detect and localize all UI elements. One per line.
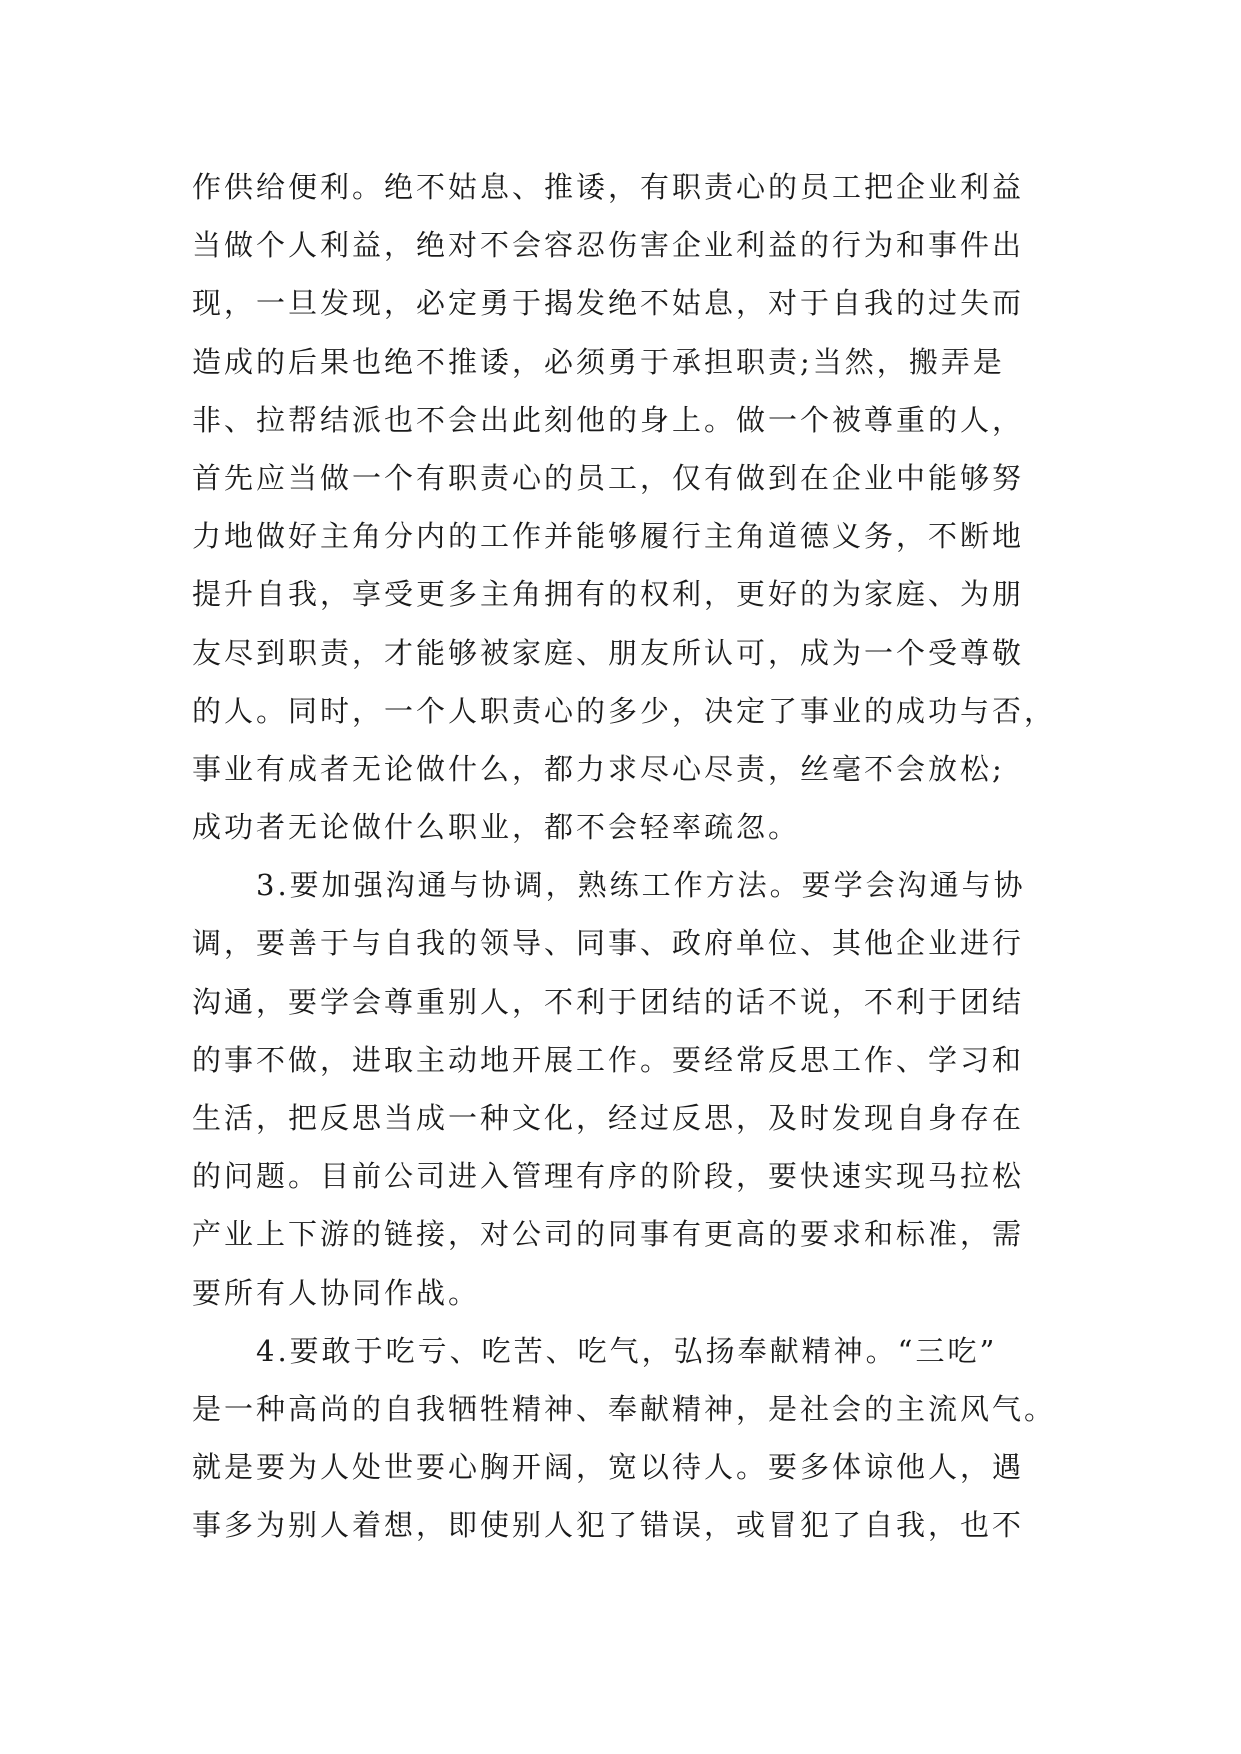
text-line: 造成的后果也绝不推诿，必须勇于承担职责;当然，搬弄是 <box>192 344 1005 379</box>
paragraph-3-first-line: 3.要加强沟通与协调，熟练工作方法。要学会沟通与协 <box>192 868 1026 903</box>
text-line: 事业有成者无论做什么，都力求尽心尽责，丝毫不会放松; <box>192 751 1005 786</box>
text-line: 友尽到职责，才能够被家庭、朋友所认可，成为一个受尊敬 <box>192 635 1025 670</box>
text-line: 事多为别人着想，即使别人犯了错误，或冒犯了自我，也不 <box>192 1508 1025 1543</box>
text-line: 产业上下游的链接，对公司的同事有更高的要求和标准，需 <box>192 1217 1025 1252</box>
text-line: 当做个人利益，绝对不会容忍伤害企业利益的行为和事件出 <box>192 228 1025 263</box>
text-line: 首先应当做一个有职责心的员工，仅有做到在企业中能够努 <box>192 460 1025 495</box>
text-line: 就是要为人处世要心胸开阔，宽以待人。要多体谅他人，遇 <box>192 1450 1025 1485</box>
text-line: 提升自我，享受更多主角拥有的权利，更好的为家庭、为朋 <box>192 577 1025 612</box>
text-line: 是一种高尚的自我牺牲精神、奉献精神，是社会的主流风气。 <box>192 1391 1057 1426</box>
text-line: 非、拉帮结派也不会出此刻他的身上。做一个被尊重的人， <box>192 402 1025 437</box>
text-line: 生活，把反思当成一种文化，经过反思，及时发现自身存在 <box>192 1101 1025 1135</box>
text-line: 沟通，要学会尊重别人，不利于团结的话不说，不利于团结 <box>192 984 1025 1019</box>
text-line: 的问题。目前公司进入管理有序的阶段，要快速实现马拉松 <box>192 1159 1025 1194</box>
text-line: 的事不做，进取主动地开展工作。要经常反思工作、学习和 <box>192 1042 1025 1077</box>
text-line: 现，一旦发现，必定勇于揭发绝不姑息，对于自我的过失而 <box>192 286 1025 321</box>
paragraph-4-first-line: 4.要敢于吃亏、吃苦、吃气，弘扬奉献精神。“三吃” <box>192 1333 998 1368</box>
text-line: 调，要善于与自我的领导、同事、政府单位、其他企业进行 <box>192 926 1025 961</box>
text-line: 力地做好主角分内的工作并能够履行主角道德义务，不断地 <box>192 519 1025 554</box>
text-line: 的人。同时，一个人职责心的多少，决定了事业的成功与否， <box>192 693 1057 728</box>
text-line: 成功者无论做什么职业，都不会轻率疏忽。 <box>192 810 801 845</box>
text-line: 要所有人协同作战。 <box>192 1275 481 1310</box>
document-body <box>192 158 1057 1555</box>
text-line: 作供给便利。绝不姑息、推诿，有职责心的员工把企业利益 <box>192 170 1025 204</box>
